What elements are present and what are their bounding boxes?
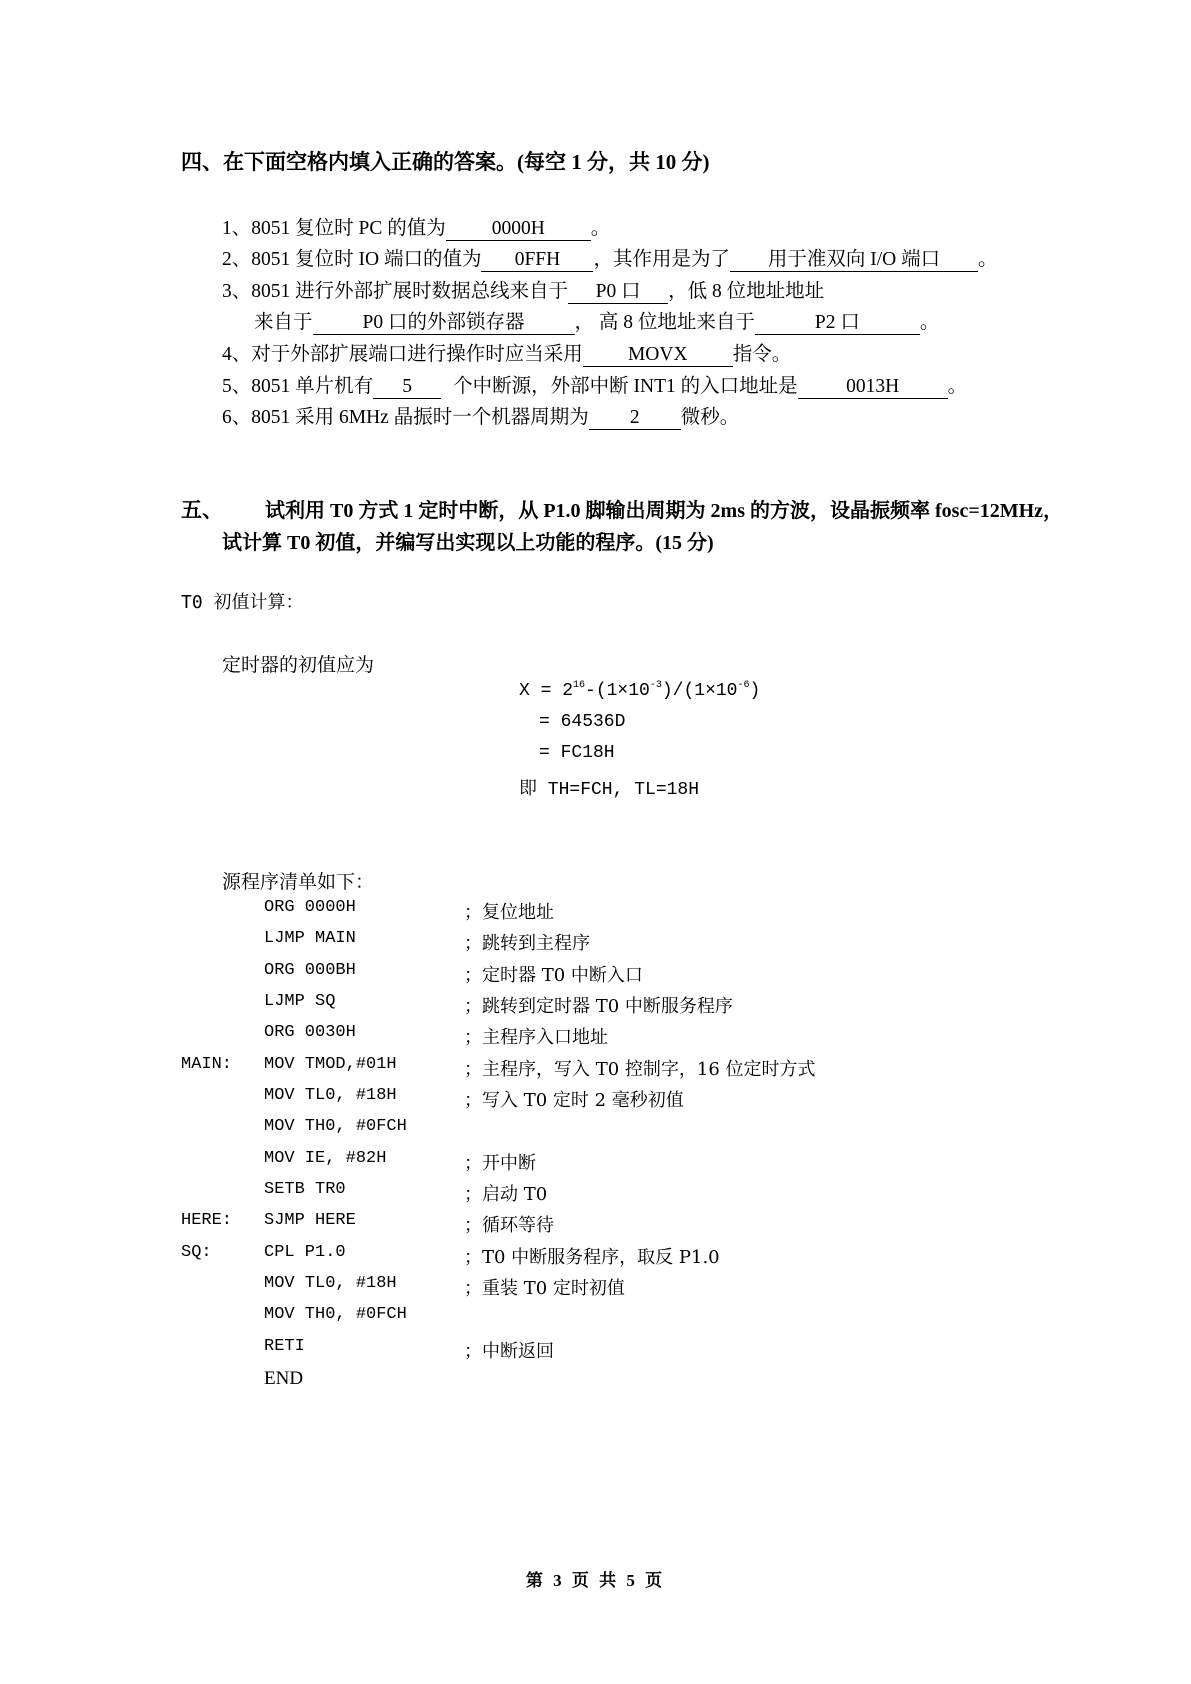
code-instruction: ORG 000BH [264, 961, 356, 980]
code-instruction: MOV TH0, #0FCH [264, 1305, 407, 1324]
q5-answer-2: 0013H [798, 376, 948, 399]
q1-prefix: 1、8051 复位时 PC 的值为 [222, 218, 446, 239]
q1-suffix: 。 [590, 218, 611, 239]
formula-part-a: X = 2 [519, 681, 574, 701]
code-comment: ；中断返回 [464, 1341, 554, 1362]
code-instruction: MOV TH0, #0FCH [264, 1117, 407, 1136]
code-comment: ；跳转到主程序 [464, 933, 590, 954]
code-comment: ；主程序入口地址 [464, 1027, 608, 1048]
code-instruction: MOV TL0, #18H [264, 1086, 397, 1105]
q5-suffix: 。 [947, 376, 968, 397]
q6-answer: 2 [589, 407, 681, 430]
code-label: HERE: [181, 1211, 233, 1230]
q1-answer: 0000H [446, 218, 591, 241]
q3-line2-middle: ， 高 8 位地址来自于 [574, 312, 755, 333]
code-comment: ；重装 T0 定时初值 [464, 1278, 625, 1299]
q6-suffix: 微秒。 [680, 407, 740, 428]
q3-suffix: 。 [919, 312, 940, 333]
code-instruction: ORG 0000H [264, 898, 356, 917]
code-comment: ；定时器 T0 中断入口 [464, 965, 643, 986]
question-2 [222, 243, 997, 272]
q3-middle: ，低 8 位地址地址 [668, 281, 825, 302]
q3-prefix: 3、8051 进行外部扩展时数据总线来自于 [222, 281, 569, 302]
formula-line-3: = FC18H [539, 743, 615, 763]
code-comment: ；循环等待 [464, 1215, 554, 1236]
q3-answer-3: P2 口 [755, 312, 920, 335]
formula-part-c: )/(1×10 [661, 681, 738, 701]
section5-number: 五、 [181, 498, 223, 522]
code-label: MAIN: [181, 1055, 233, 1074]
code-instruction: RETI [264, 1337, 305, 1356]
code-instruction: MOV TMOD,#01H [264, 1055, 397, 1074]
code-instruction: ORG 0030H [264, 1023, 356, 1042]
formula-line-2: = 64536D [539, 712, 626, 732]
code-instruction: LJMP MAIN [264, 929, 356, 948]
q2-middle: ，其作用是为了 [593, 249, 730, 270]
question-1 [222, 212, 610, 241]
q4-prefix: 4、对于外部扩展端口进行操作时应当采用 [222, 344, 583, 365]
code-comment: ；启动 T0 [464, 1184, 548, 1205]
q2-prefix: 2、8051 复位时 IO 端口的值为 [222, 249, 482, 270]
formula-line-1 [519, 681, 760, 701]
formula-exponent-2: -3 [649, 680, 662, 691]
q2-suffix: 。 [977, 249, 998, 270]
code-instruction: CPL P1.0 [264, 1243, 346, 1262]
code-instruction: MOV TL0, #18H [264, 1274, 397, 1293]
code-comment: ；复位地址 [464, 902, 554, 923]
calc-heading: T0 初值计算： [181, 592, 304, 613]
q6-prefix: 6、8051 采用 6MHz 晶振时一个机器周期为 [222, 407, 589, 428]
code-comment: ；开中断 [464, 1153, 536, 1174]
section5-title-line-2: 试计算 T0 初值，并编写出实现以上功能的程序。(15 分) [222, 532, 714, 554]
formula-part-b: -(1×10 [585, 681, 650, 701]
section5-title-line-1: 试利用 T0 方式 1 定时中断，从 P1.0 脚输出周期为 2ms 的方波，设晶振频率 fosc=12MHz， [265, 500, 1064, 522]
question-6 [222, 401, 739, 430]
code-comment: ；跳转到定时器 T0 中断服务程序 [464, 996, 733, 1017]
code-comment: ；主程序，写入 T0 控制字，16 位定时方式 [464, 1059, 816, 1080]
code-instruction: LJMP SQ [264, 992, 336, 1011]
formula-line-4: 即 TH=FCH, TL=18H [519, 780, 700, 800]
code-instruction: SETB TR0 [264, 1180, 346, 1199]
program-heading: 源程序清单如下： [222, 872, 375, 893]
question-3-line-2 [254, 306, 939, 335]
question-5 [222, 370, 967, 399]
code-comment: ；T0 中断服务程序，取反 P1.0 [464, 1247, 720, 1268]
code-instruction: MOV IE, #82H [264, 1149, 387, 1168]
q2-answer-1: 0FFH [481, 249, 593, 272]
code-label: SQ: [181, 1243, 212, 1262]
q4-answer: MOVX [583, 344, 733, 367]
q5-prefix: 5、8051 单片机有 [222, 376, 374, 397]
formula-exponent-1: 16 [573, 680, 586, 691]
page-footer: 第 3 页 共 5 页 [525, 1571, 666, 1590]
q3-answer-1: P0 口 [568, 281, 668, 304]
code-comment: ；写入 T0 定时 2 毫秒初值 [464, 1090, 684, 1111]
q4-suffix: 指令。 [732, 344, 792, 365]
question-4 [222, 338, 791, 367]
calc-intro: 定时器的初值应为 [222, 655, 375, 676]
section4-title: 四、在下面空格内填入正确的答案。(每空 1 分，共 10 分) [181, 150, 710, 174]
question-3-line-1 [222, 275, 824, 304]
formula-part-d: ) [749, 681, 761, 701]
q5-middle: 个中断源，外部中断 INT1 的入口地址是 [453, 376, 798, 397]
q2-answer-2: 用于准双向 I/O 端口 [730, 249, 978, 272]
code-instruction: SJMP HERE [264, 1211, 356, 1230]
formula-exponent-3: -6 [737, 680, 750, 691]
q3-answer-2: P0 口的外部锁存器 [313, 312, 575, 335]
q5-answer-1: 5 [373, 376, 441, 399]
q3-line2-prefix: 来自于 [254, 312, 313, 333]
code-instruction: END [264, 1368, 304, 1389]
